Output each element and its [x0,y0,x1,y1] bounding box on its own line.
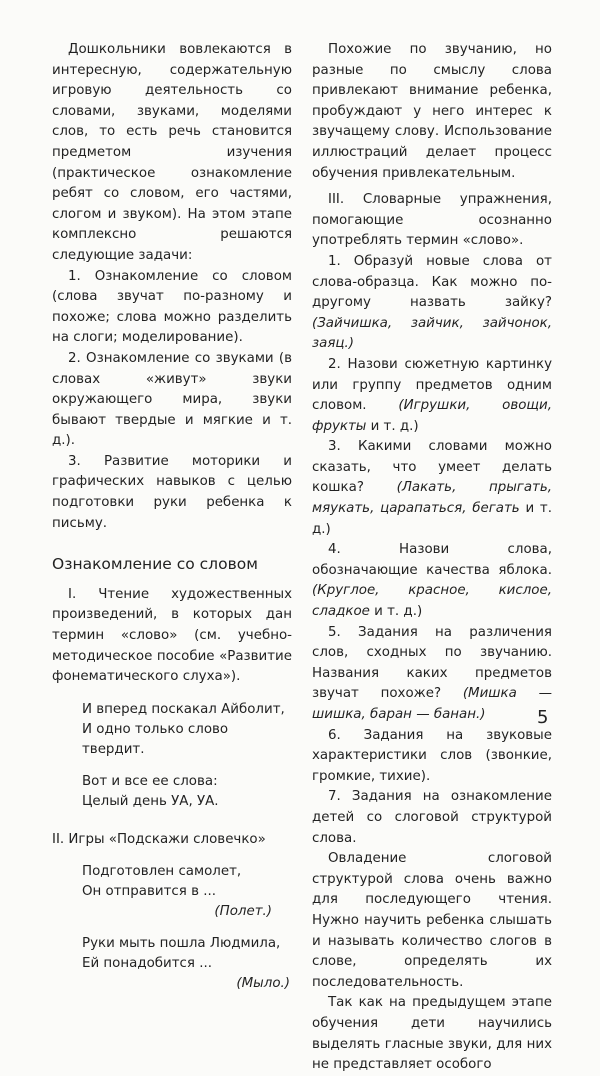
exercise-text-end: и т. д.) [366,418,419,434]
poem-line: И вперед поскакал Айболит, [82,701,285,717]
paragraph: Похожие по звучанию, но разные по смыслу слова привлекают внимание ребенка, пробуждают у него интерес к звучащему слову. Использование иллюстраций делает процесс обучения привлекательным. [312,42,552,181]
exercise-text: 5. Задания на различения слов, сходных по звучанию. Названия каких предметов звучат похоже? [312,624,552,702]
poem-2 [82,772,292,812]
exercise-text: 3. Какими словами можно сказать, что умеет делать кошка? [312,439,552,496]
riddle-answer: (Полет.) [214,904,272,920]
riddle-line: Он отправится в ... [82,884,216,900]
exercise-3 [312,437,552,540]
riddle-2 [82,934,292,994]
paragraph: Овладение слоговой структурой слова очень важно для последующего чтения. Нужно научить ребенка слышать и называть количество слогов в слове, определять их последовательность. [312,851,552,990]
exercise-1 [312,252,552,355]
list-item-3: III. Словарные упражнения, помогающие осознанно употреблять термин «слово». [312,192,552,249]
task-item: 1. Ознакомление со словом (слова звучат по-разному и похоже; слова можно разделить на слоги; моделирование). [52,268,292,346]
exercise-7: 7. Задания на ознакомление детей со слоговой структурой слова. [312,789,552,846]
riddle-line: Подготовлен самолет, [82,864,242,880]
riddle-answer: (Мыло.) [236,976,290,992]
poem-line: И одно только слово твердит. [82,721,229,757]
list-item-2: II. Игры «Подскажи словечко» [52,831,266,847]
riddle-line: Ей понадобится ... [82,956,212,972]
exercise-examples: (Лакать, прыгать, мяукать, царапаться, бегать [312,480,552,517]
page-number: 5 [537,707,549,728]
poem-line: Вот и все ее слова: [82,773,218,789]
exercise-examples: (Игрушки, овощи, фрукты [312,398,552,434]
section-heading: Ознакомление со словом [52,555,258,574]
exercise-5 [312,623,552,726]
exercise-examples: (Зайчишка, зайчик, зайчонок, заяц.) [312,315,552,352]
exercise-examples: (Круглое, красное, кислое, сладкое [312,583,552,620]
exercise-text: 2. Назови сюжетную картинку или группу предметов одним словом. [312,356,552,414]
list-item-1: I. Чтение художественных произведений, в которых дан термин «слово» (см. учебно-методическое пособие «Развитие фонематического слуха»). [52,586,292,685]
paragraph: Так как на предыдущем этапе обучения дети научились выделять гласные звуки, для них не представляет особого [312,995,552,1073]
exercise-text: 1. Образуй новые слова от слова-образца. Как можно по-другому назвать зайку? [312,253,552,311]
exercise-text: 4. Назови слова, обозначающие качества яблока. [312,542,552,578]
task-item: 2. Ознакомление со звуками (в словах «живут» звуки окружающего мира, звуки бывают твердые и мягкие и т. д.). [52,350,292,449]
riddle-line: Руки мыть пошла Людмила, [82,936,281,952]
left-column [52,40,292,994]
riddle-1 [82,862,292,922]
right-column [312,40,552,1076]
exercise-text-end: и т. д.) [312,501,552,537]
poem-1 [82,700,292,760]
exercise-examples: (Мишка — шишка, баран — банан.) [312,686,552,722]
poem-line: Целый день УА, УА. [82,793,219,809]
exercise-2 [312,355,552,437]
intro-paragraph: Дошкольники вовлекаются в интересную, содержательную игровую деятельность со словами, звуками, моделями слов, то есть речь становится предметом изучения (практическое ознакомление ребят со словом, его частями, слогом и звуком). На этом этапе комплексно решаются следующие задачи: [52,42,292,263]
exercise-6: 6. Задания на звуковые характеристики слов (звонкие, громкие, тихие). [312,727,552,784]
exercise-4 [312,540,552,622]
task-item: 3. Развитие моторики и графических навыков с целью подготовки руки ребенка к письму. [52,453,292,531]
exercise-text-end: и т. д.) [369,604,423,620]
